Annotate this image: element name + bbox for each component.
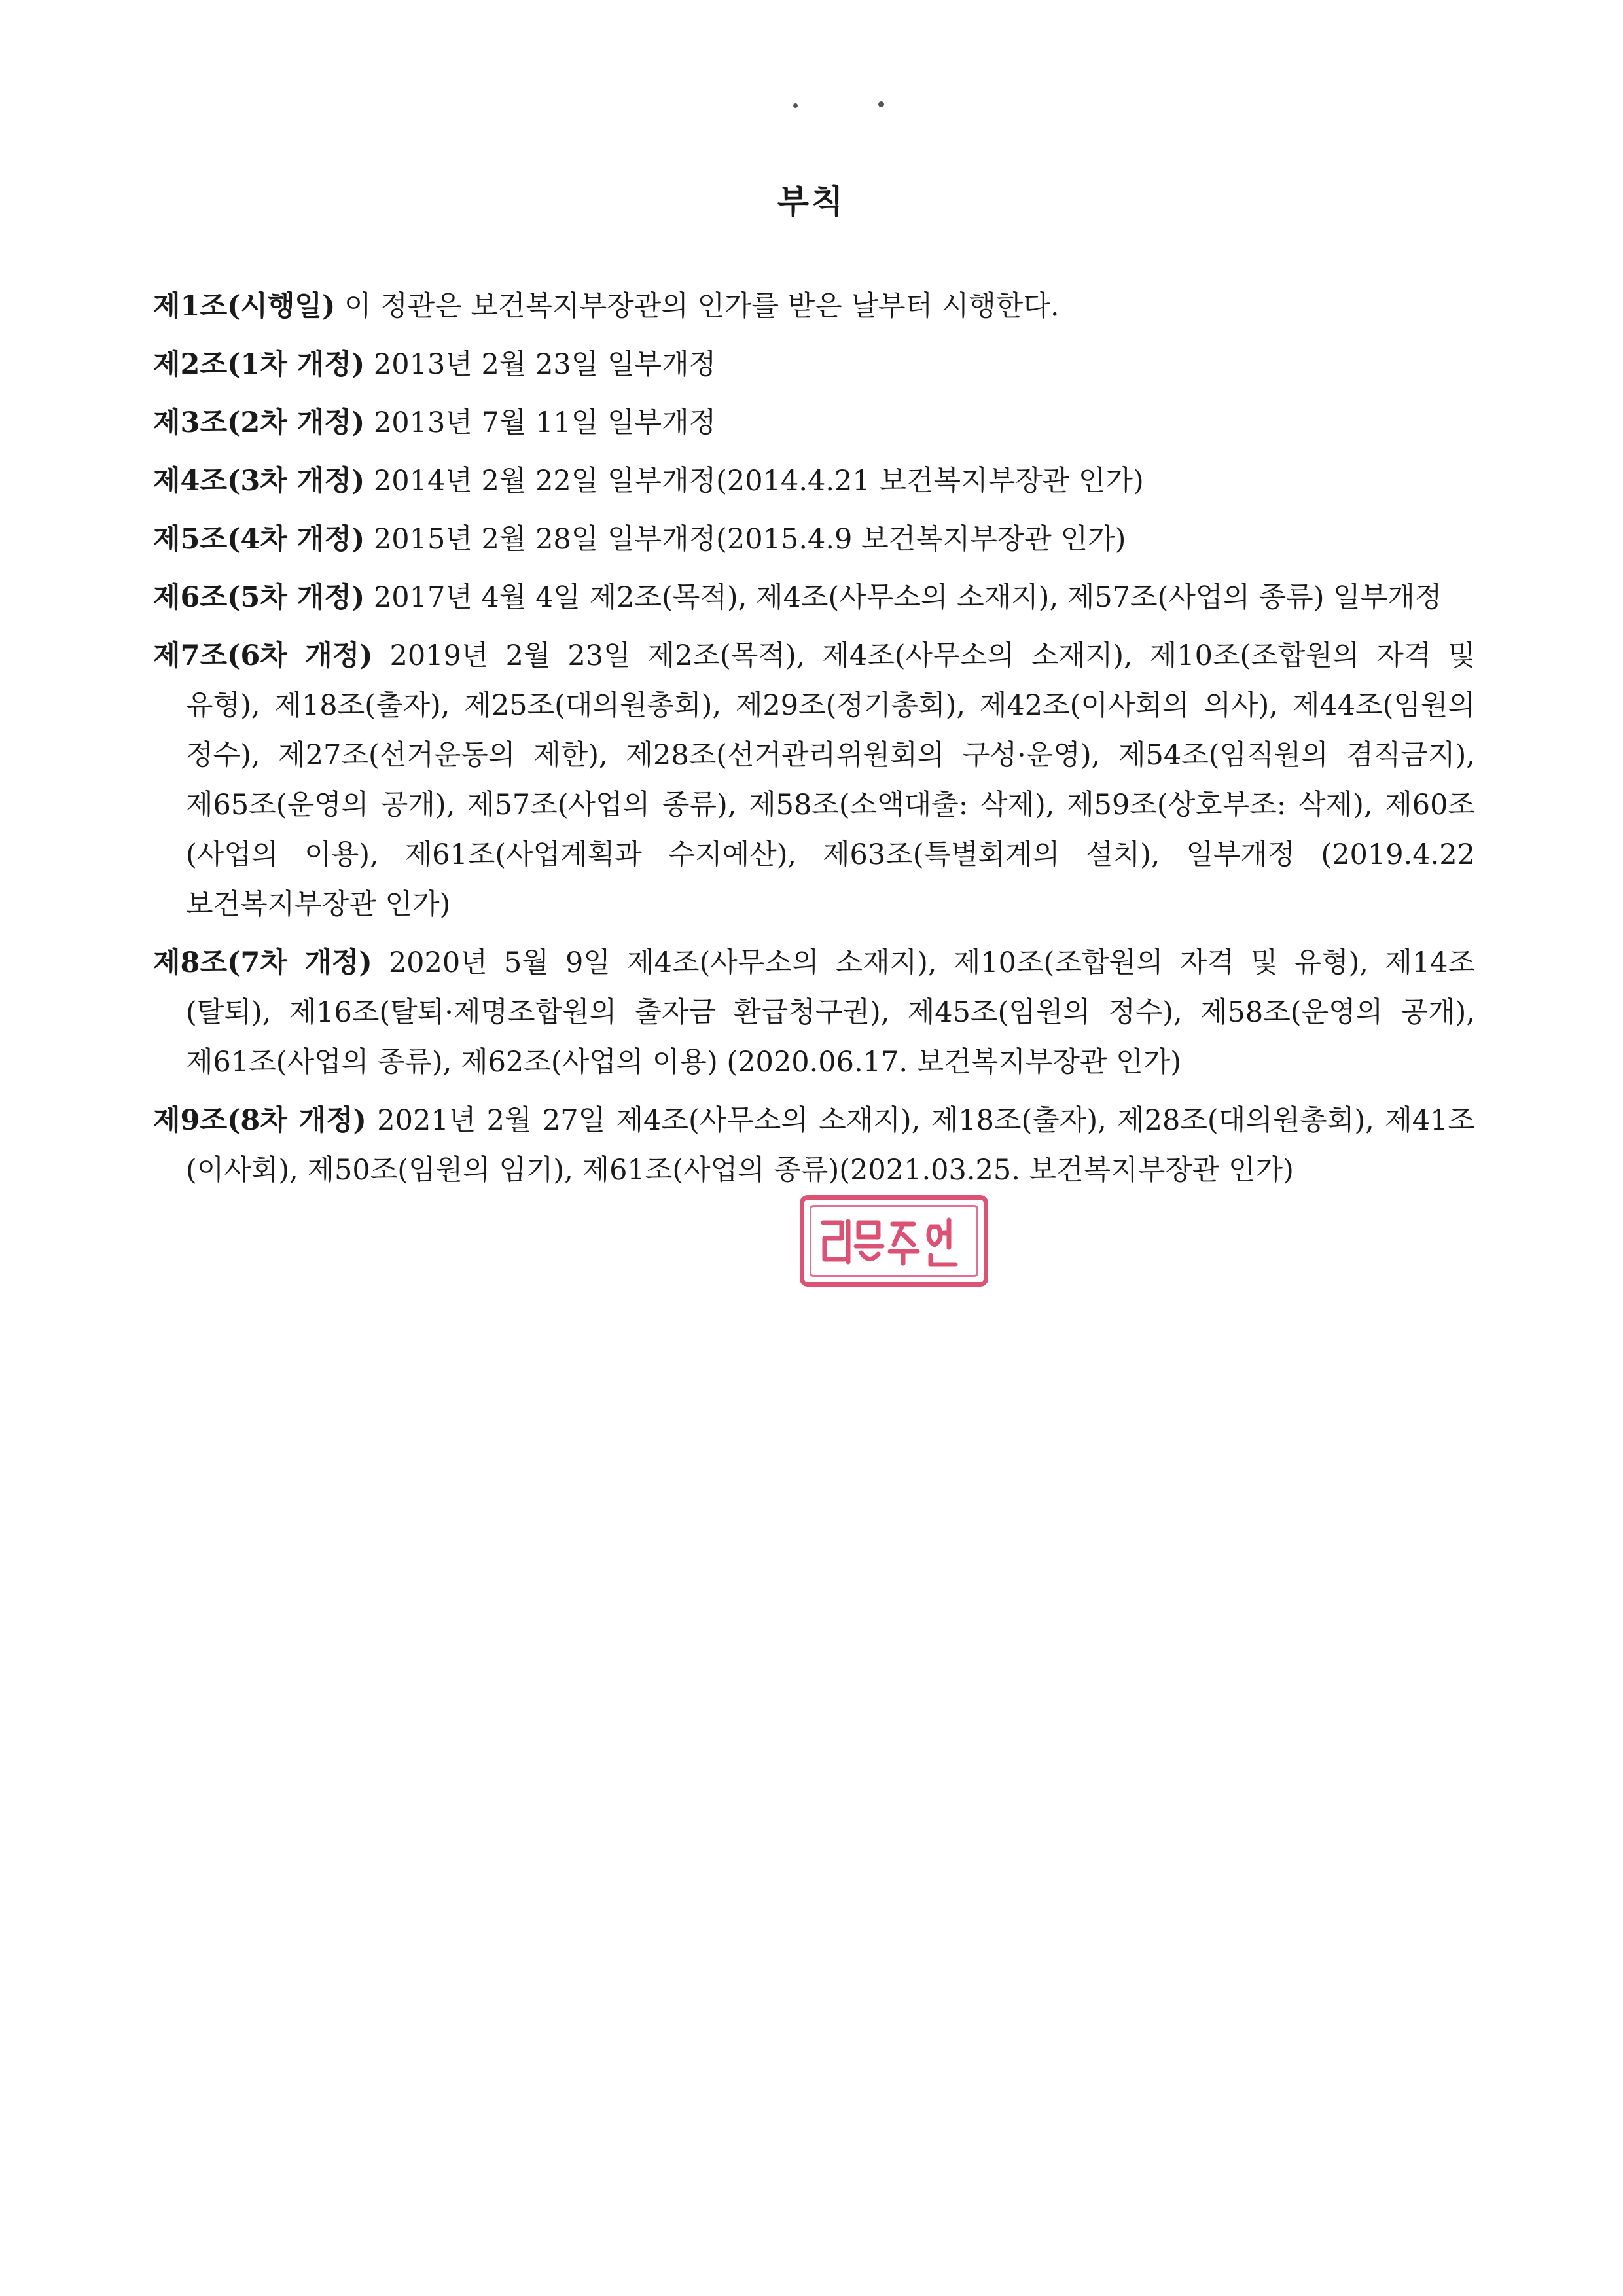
article-label: 제4조(3차 개정): [153, 465, 365, 497]
article-item: [153, 398, 1475, 448]
article-item: [153, 340, 1475, 389]
article-item: [153, 281, 1475, 331]
article-text: 2015년 2월 28일 일부개정(2015.4.9 보건복지부장관 인가): [373, 523, 1126, 556]
article-list: [153, 281, 1475, 1204]
article-item: [153, 456, 1475, 506]
article-label: 제2조(1차 개정): [153, 348, 365, 381]
article-label: 제6조(5차 개정): [153, 581, 365, 614]
article-item: [153, 1096, 1475, 1195]
article-text: 2013년 7월 11일 일부개정: [373, 406, 717, 439]
article-label: 제3조(2차 개정): [153, 406, 365, 439]
article-text: 2021년 2월 27일 제4조(사무소의 소재지), 제18조(출자), 제28조(대의원총회), 제41조(이사회), 제50조(임원의 임기), 제61조(사업의 종류)(2021.03.25. 보건복지부장관 인가): [186, 1104, 1475, 1187]
page-title: 부칙: [777, 182, 846, 221]
article-item: [153, 631, 1475, 929]
seal-stamp: [800, 1195, 988, 1287]
article-text: 2017년 4월 4일 제2조(목적), 제4조(사무소의 소재지), 제57조(사업의 종류) 일부개정: [373, 581, 1442, 614]
article-text: 2020년 5월 9일 제4조(사무소의 소재지), 제10조(조합원의 자격 및 유형), 제14조(탈퇴), 제16조(탈퇴·제명조합원의 출자금 환급청구권), 제45조(임원의 정수), 제58조(운영의 공개), 제61조(사업의 종류), 제62조(사업의 이용) (2020.06.17. 보건복지부장관 인가): [186, 946, 1475, 1079]
article-item: [153, 573, 1475, 622]
article-text: 이 정관은 보건복지부장관의 인가를 받은 날부터 시행한다.: [344, 290, 1060, 323]
scan-speck: [878, 101, 884, 107]
article-label: 제9조(8차 개정): [153, 1104, 366, 1137]
article-item: [153, 514, 1475, 564]
seal-glyphs: [815, 1208, 972, 1274]
article-label: 제1조(시행일): [153, 290, 336, 323]
article-text: 2013년 2월 23일 일부개정: [373, 348, 717, 381]
article-label: 제7조(6차 개정): [153, 639, 373, 672]
scan-speck: [793, 103, 798, 108]
article-text: 2014년 2월 22일 일부개정(2014.4.21 보건복지부장관 인가): [373, 465, 1144, 497]
article-label: 제5조(4차 개정): [153, 523, 365, 556]
article-label: 제8조(7차 개정): [153, 946, 372, 979]
article-item: [153, 938, 1475, 1087]
article-text: 2019년 2월 23일 제2조(목적), 제4조(사무소의 소재지), 제10조(조합원의 자격 및 유형), 제18조(출자), 제25조(대의원총회), 제29조(정기총회), 제42조(이사회의 의사), 제44조(임원의 정수), 제27조(선거운동의 제한), 제28조(선거관리위원회의 구성·운영), 제54조(임직원의 겸직금지), 제65조(운영의 공개), 제57조(사업의 종류), 제58조(소액대출: 삭제), 제59조(상호부조: 삭제), 제60조(사업의 이용), 제61조(사업계획과 수지예산), 제63조(특별회계의 설치), 일부개정 (2019.4.22 보건복지부장관 인가): [186, 639, 1476, 921]
